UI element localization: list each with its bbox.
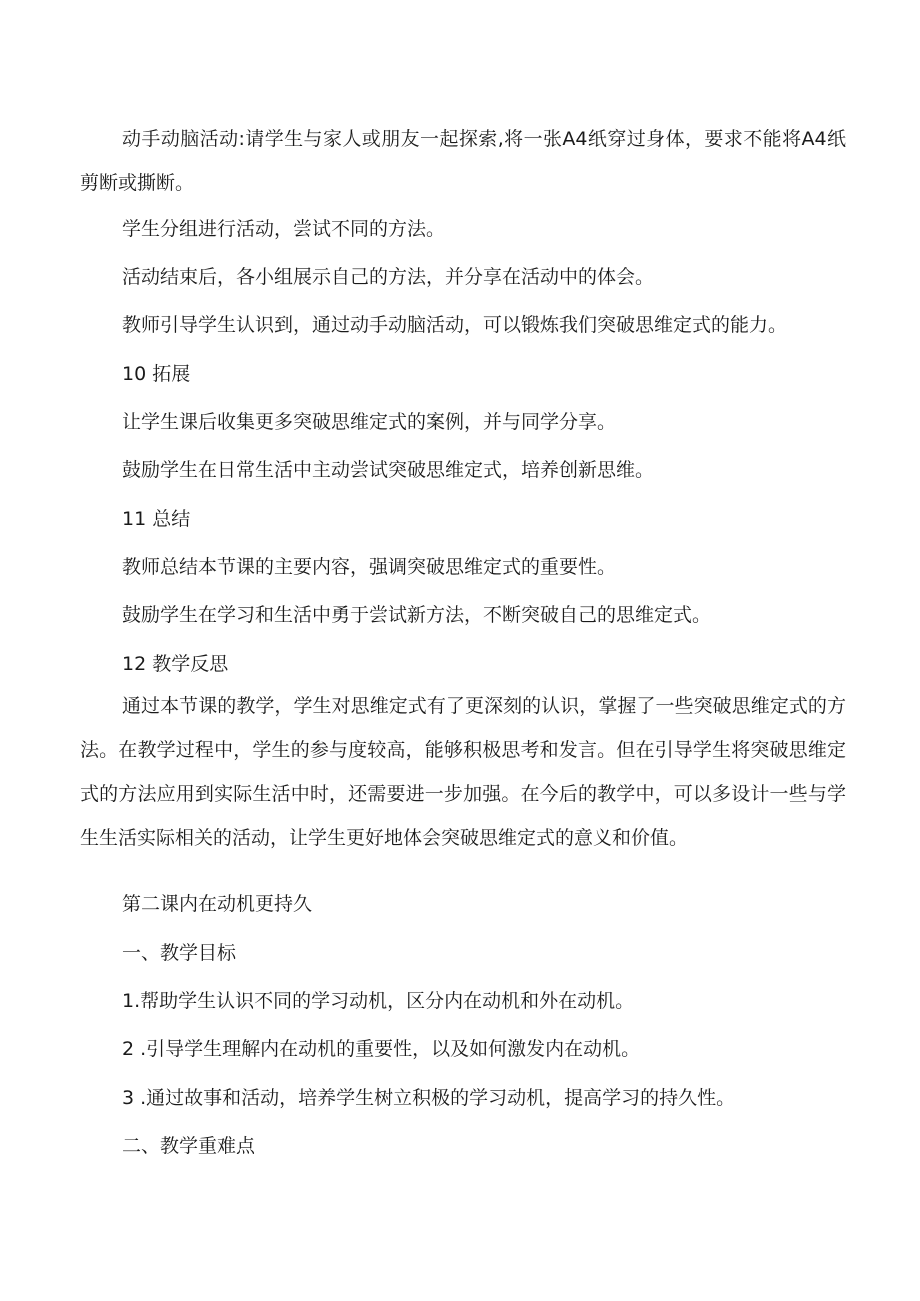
paragraph-summary-teacher: 教师总结本节课的主要内容，强调突破思维定式的重要性。 (122, 556, 617, 578)
goal-item-3: 3 .通过故事和活动，培养学生树立积极的学习动机，提高学习的持久性。 (122, 1087, 736, 1109)
paragraph-activity-share: 活动结束后，各小组展示自己的方法，并分享在活动中的体会。 (122, 266, 655, 288)
goal-item-2: 2 .引导学生理解内在动机的重要性，以及如何激发内在动机。 (122, 1038, 641, 1060)
paragraph-extension-collect: 让学生课后收集更多突破思维定式的案例，并与同学分享。 (122, 411, 617, 433)
heading-reflection: 12 教学反思 (122, 653, 229, 675)
paragraph-summary-encourage: 鼓励学生在学习和生活中勇于尝试新方法，不断突破自己的思维定式。 (122, 604, 712, 626)
paragraph-extension-encourage: 鼓励学生在日常生活中主动尝试突破思维定式，培养创新思维。 (122, 459, 655, 481)
heading-summary: 11 总结 (122, 508, 191, 530)
paragraph-group-activity: 学生分组进行活动，尝试不同的方法。 (122, 218, 446, 240)
heading-key-difficulties: 二、教学重难点 (122, 1135, 256, 1157)
heading-extension: 10 拓展 (122, 363, 191, 385)
heading-lesson-two: 第二课内在动机更持久 (122, 893, 313, 915)
paragraph-reflection: 通过本节课的教学，学生对思维定式有了更深刻的认识，掌握了一些突破思维定式的方法。在教学过程中，学生的参与度较高，能够积极思考和发言。但在引导学生将突破思维定式的方法应用到实际生活中时，还需要进一步加强。在今后的教学中，可以多设计一些与学生生活实际相关的活动，让学生更好地体会突破思维定式的意义和价值。 (80, 695, 846, 849)
paragraph-teacher-guide: 教师引导学生认识到，通过动手动脑活动，可以锻炼我们突破思维定式的能力。 (122, 314, 788, 336)
heading-teaching-goals: 一、教学目标 (122, 942, 237, 964)
paragraph-activity-intro: 动手动脑活动:请学生与家人或朋友一起探索,将一张A4纸穿过身体，要求不能将A4纸剪断或撕断。 (80, 128, 846, 194)
goal-item-1: 1.帮助学生认识不同的学习动机，区分内在动机和外在动机。 (122, 990, 635, 1012)
